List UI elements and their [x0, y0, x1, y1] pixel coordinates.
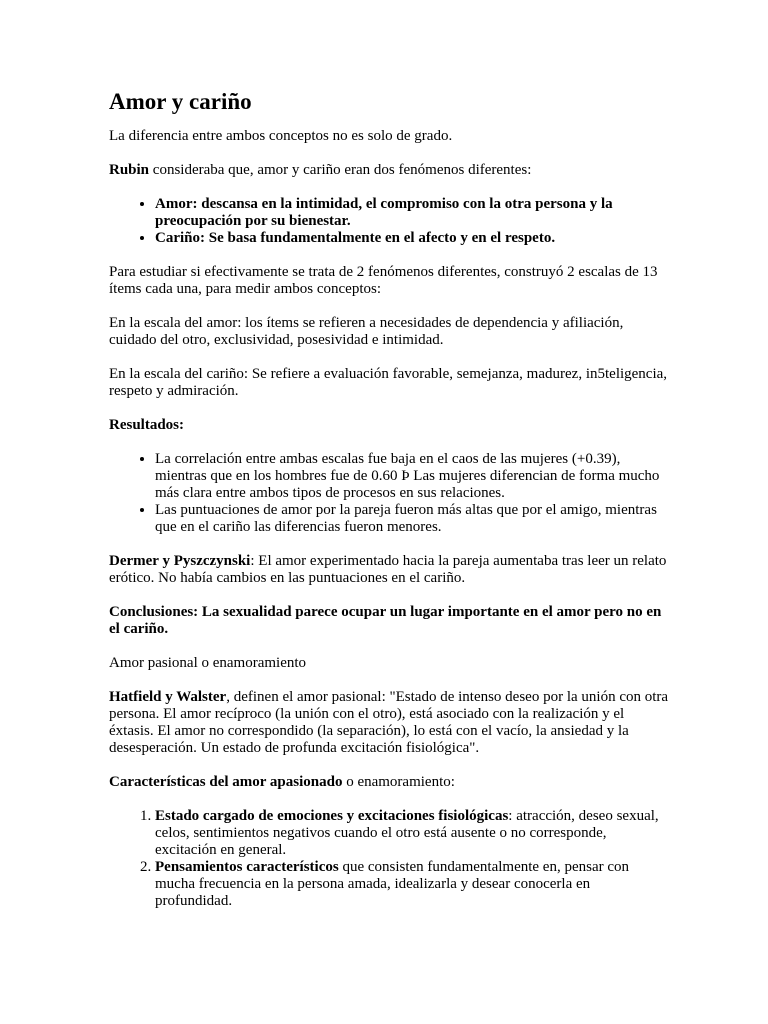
- results-heading: Resultados:: [109, 417, 185, 433]
- page-title: Amor y cariño: [109, 89, 252, 114]
- list-item: • Las puntuaciones de amor por la pareja fueron más altas que por el amigo, mientras que en el cariño las diferencias fueron menores.: [155, 502, 669, 536]
- definition-list: [109, 196, 669, 247]
- paragraph-text: consideraba que, amor y cariño eran dos fenómenos diferentes:: [149, 162, 532, 178]
- paragraph-text: : El amor experimentado hacia la pareja aumentaba tras leer un relato erótico. No había cambios en las puntuaciones en el cariño.: [109, 553, 667, 586]
- paragraph-hatfield: [109, 689, 669, 757]
- list-item: • La correlación entre ambas escalas fue baja en el caos de las mujeres (+0.39), mientras que en los hombres fue de 0.60 Þ Las mujeres diferencian de forma mucho más clara entre ambos tipos de procesos en sus relaciones.: [155, 451, 669, 502]
- characteristics-list: [109, 808, 669, 910]
- paragraph-rubin: [109, 162, 669, 179]
- paragraph-intro: La diferencia entre ambos conceptos no es solo de grado.: [109, 128, 453, 144]
- list-item: 2. Pensamientos característicos que consisten fundamentalmente en, pensar con mucha frecuencia en la persona amada, idealizarla y desear conocerla en profundidad.: [155, 859, 669, 910]
- paragraph-section-title: Amor pasional o enamoramiento: [109, 655, 307, 671]
- paragraph-scales: Para estudiar si efectivamente se trata de 2 fenómenos diferentes, construyó 2 escalas de 13 ítems cada una, para medir ambos conceptos:: [109, 264, 658, 297]
- list-item: 1. Estado cargado de emociones y excitaciones fisiológicas: atracción, deseo sexual, celos, sentimientos negativos cuando el otro está ausente o no corresponde, excitación en general.: [155, 808, 669, 859]
- author-name: Rubin: [109, 162, 150, 178]
- list-item: • Cariño: Se basa fundamentalmente en el afecto y en el respeto.: [155, 230, 669, 247]
- author-name: Hatfield y Walster: [109, 689, 227, 705]
- paragraph-affection-scale: En la escala del cariño: Se refiere a evaluación favorable, semejanza, madurez, in5teligencia, respeto y admiración.: [109, 366, 668, 399]
- document-body: [109, 88, 669, 927]
- paragraph-love-scale: En la escala del amor: los ítems se refieren a necesidades de dependencia y afiliación, cuidado del otro, exclusividad, posesividad e intimidad.: [109, 315, 624, 348]
- results-list: [109, 451, 669, 536]
- author-name: Dermer y Pyszczynski: [109, 553, 251, 569]
- paragraph-dermer: [109, 553, 669, 587]
- paragraph-conclusions: Conclusiones: La sexualidad parece ocupar un lugar importante en el amor pero no en el cariño.: [109, 604, 662, 637]
- list-item: • Amor: descansa en la intimidad, el compromiso con la otra persona y la preocupación por su bienestar.: [155, 196, 669, 230]
- paragraph-characteristics: Características del amor apasionado o enamoramiento:: [109, 774, 455, 790]
- paragraph-text: , definen el amor pasional: "Estado de intenso deseo por la unión con otra persona. El amor recíproco (la unión con el otro), está asociado con la realización y el éxtasis. El amor no correspondido (la separación), lo está con el vacío, la ansiedad y la desesperación. Un estado de profunda excitación fisiológica".: [109, 689, 669, 756]
